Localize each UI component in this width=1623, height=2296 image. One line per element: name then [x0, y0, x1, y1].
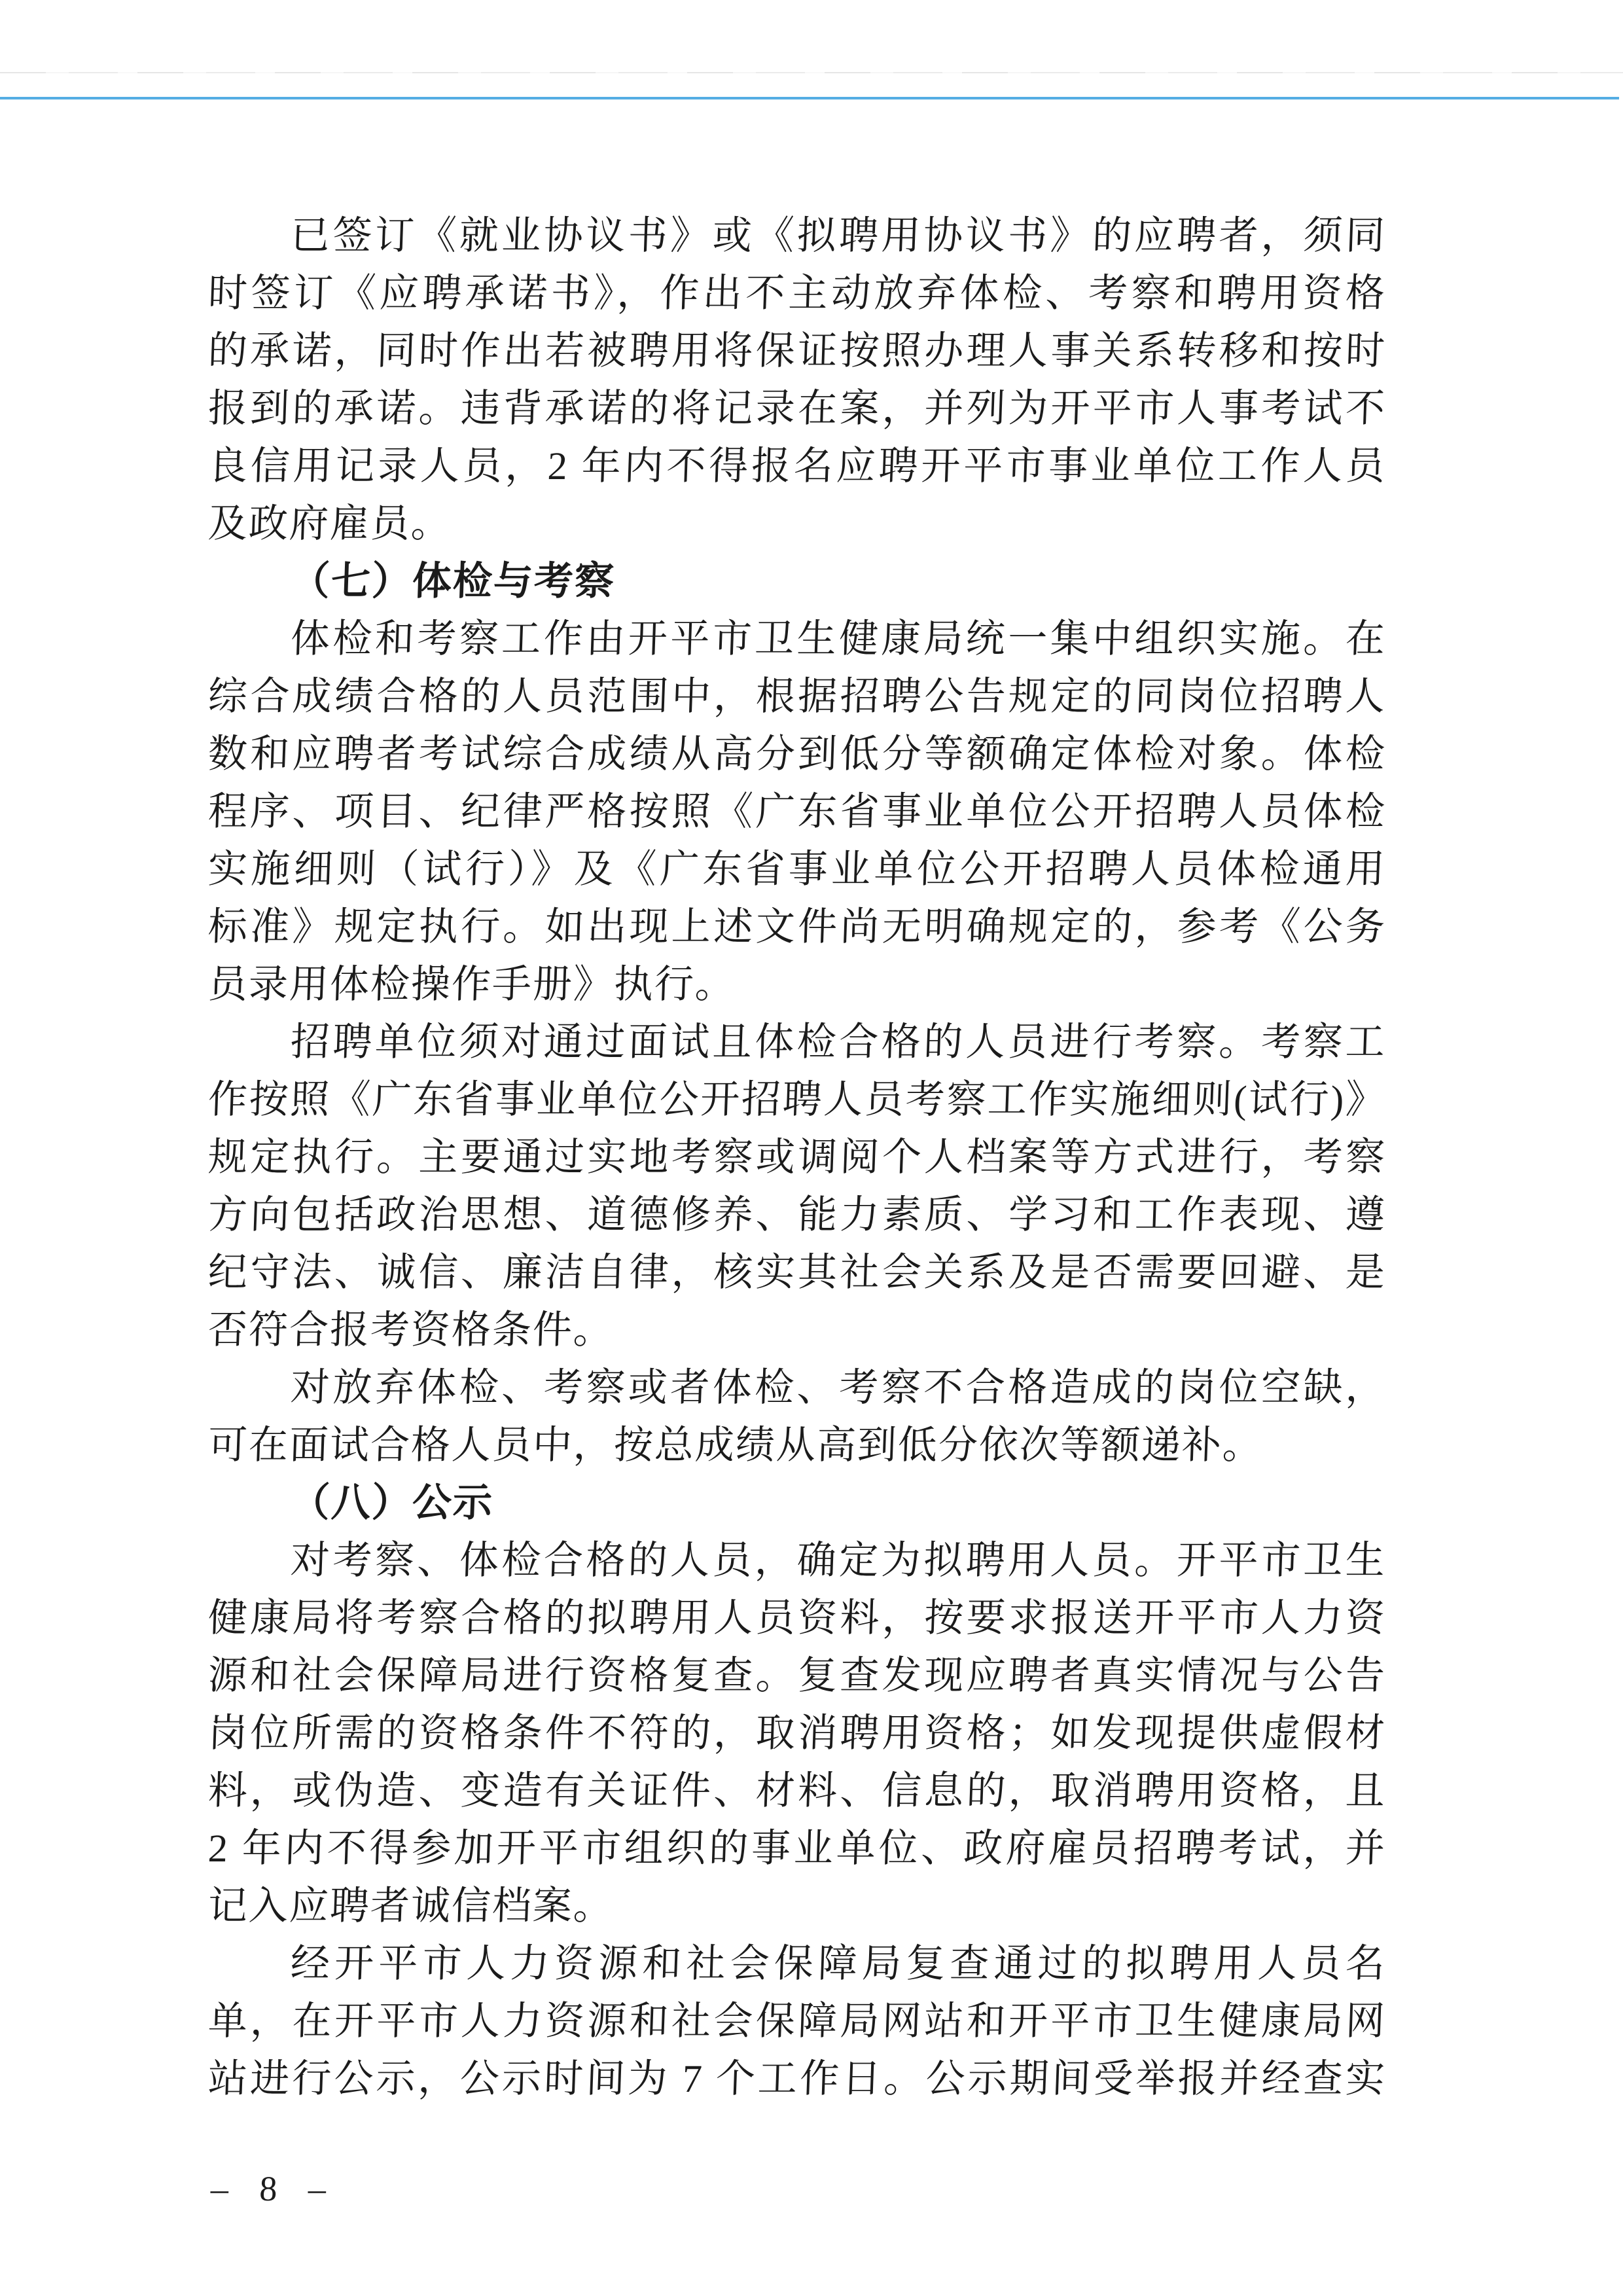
text-line: 的承诺，同时作出若被聘用将保证按照办理人事关系转移和按时: [207, 329, 1387, 372]
text-line: 记入应聘者诚信档案。: [207, 1884, 615, 1928]
text-line: 报到的承诺。违背承诺的将记录在案，并列为开平市人事考试不: [207, 387, 1387, 430]
text-line: 对考察、体检合格的人员，确定为拟聘用人员。开平市卫生: [289, 1539, 1387, 1582]
text-line: 岗位所需的资格条件不符的，取消聘用资格；如发现提供虚假材: [207, 1712, 1387, 1755]
text-line: 员录用体检操作手册》执行。: [207, 963, 737, 1006]
text-line: 否符合报考资格条件。: [207, 1308, 615, 1352]
text-line: 数和应聘者考试综合成绩从高分到低分等额确定体检对象。体检: [207, 732, 1387, 776]
text-line: 综合成绩合格的人员范围中，根据招聘公告规定的同岗位招聘人: [207, 675, 1387, 718]
section-heading: （七）体检与考察: [289, 559, 616, 603]
text-line: 体检和考察工作由开平市卫生健康局统一集中组织实施。在: [289, 617, 1387, 660]
text-line: 标准》规定执行。如出现上述文件尚无明确规定的，参考《公务: [207, 905, 1387, 948]
text-line: 已签订《就业协议书》或《拟聘用协议书》的应聘者，须同: [289, 214, 1387, 257]
text-line: 纪守法、诚信、廉洁自律，核实其社会关系及是否需要回避、是: [207, 1251, 1387, 1294]
text-line: 规定执行。主要通过实地考察或调阅个人档案等方式进行，考察: [207, 1136, 1387, 1179]
text-line: 及政府雇员。: [207, 502, 453, 545]
text-line: 对放弃体检、考察或者体检、考察不合格造成的岗位空缺，: [289, 1366, 1387, 1409]
text-line: 料，或伪造、变造有关证件、材料、信息的，取消聘用资格，且: [207, 1769, 1387, 1812]
text-line: 2 年内不得参加开平市组织的事业单位、政府雇员招聘考试，并: [207, 1827, 1387, 1870]
text-line: 健康局将考察合格的拟聘用人员资料，按要求报送开平市人力资: [207, 1596, 1387, 1640]
text-line: 实施细则（试行）》及《广东省事业单位公开招聘人员体检通用: [207, 848, 1387, 891]
text-line: 单，在开平市人力资源和社会保障局网站和开平市卫生健康局网: [207, 2000, 1387, 2043]
top-rule-blue: [0, 97, 1619, 99]
text-line: 站进行公示，公示时间为 7 个工作日。公示期间受举报并经查实: [207, 2057, 1387, 2100]
text-line: 源和社会保障局进行资格复查。复查发现应聘者真实情况与公告: [207, 1654, 1387, 1697]
document-body: [208, 207, 1386, 2108]
text-line: 时签订《应聘承诺书》，作出不主动放弃体检、考察和聘用资格: [207, 272, 1387, 315]
text-line: 良信用记录人员，2 年内不得报名应聘开平市事业单位工作人员: [207, 444, 1387, 488]
top-rule-gray: [0, 72, 1623, 73]
text-line: 招聘单位须对通过面试且体检合格的人员进行考察。考察工: [289, 1020, 1387, 1064]
text-line: 经开平市人力资源和社会保障局复查通过的拟聘用人员名: [289, 1942, 1387, 1985]
section-heading: （八）公示: [289, 1480, 495, 1524]
text-line: 作按照《广东省事业单位公开招聘人员考察工作实施细则(试行)》: [207, 1078, 1387, 1121]
text-line: 方向包括政治思想、道德修养、能力素质、学习和工作表现、遵: [207, 1193, 1387, 1236]
text-line: 程序、项目、纪律严格按照《广东省事业单位公开招聘人员体检: [207, 790, 1387, 833]
page-number: – 8 –: [209, 2169, 332, 2208]
text-line: 可在面试合格人员中，按总成绩从高到低分依次等额递补。: [207, 1424, 1264, 1467]
